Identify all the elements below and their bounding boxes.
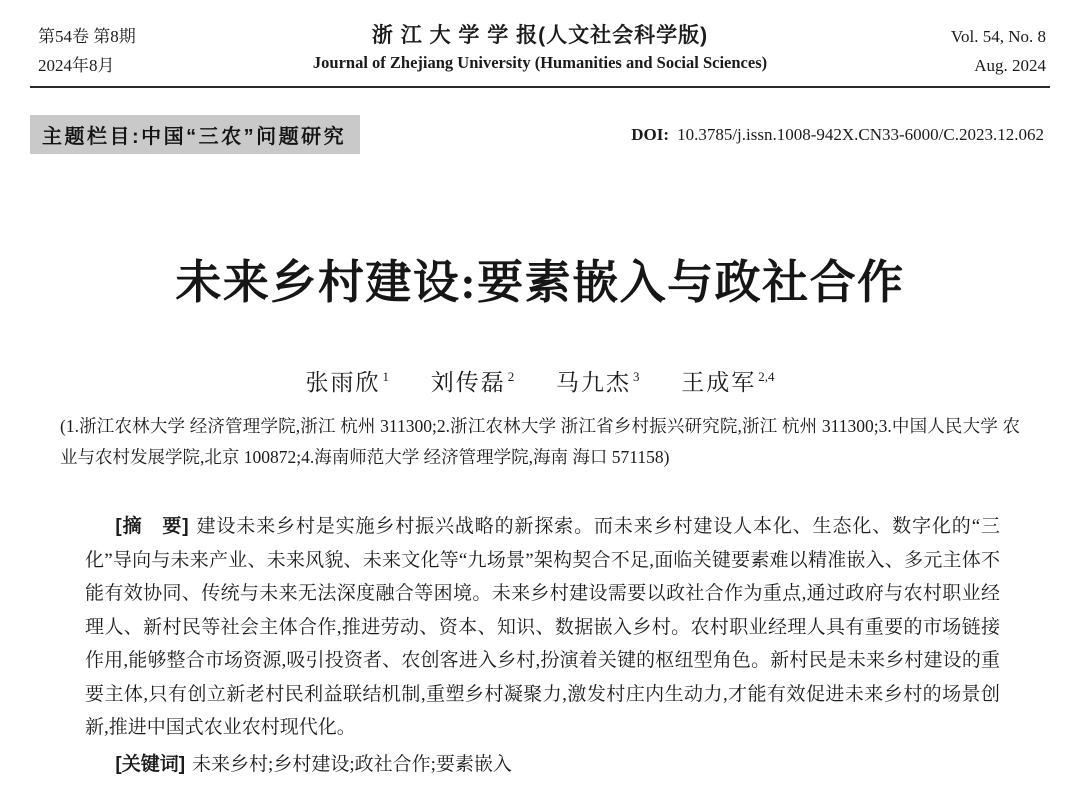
- author-name: 张雨欣: [305, 370, 381, 395]
- author-affil-sup: 2: [507, 369, 515, 385]
- journal-masthead: [30, 22, 1050, 80]
- issue-info: [30, 22, 200, 80]
- journal-title-block: [200, 22, 880, 76]
- abstract-label: [摘 要]: [115, 516, 189, 537]
- volume-info-en: [880, 22, 1050, 80]
- author: [431, 370, 515, 395]
- abstract-paragraph: [85, 510, 1000, 745]
- keywords-text: 未来乡村;乡村建设;政社合作;要素嵌入: [192, 753, 512, 775]
- keywords-line: [85, 748, 1000, 782]
- volume-issue: 第54卷 第8期: [38, 27, 136, 46]
- abstract-text: 建设未来乡村是实施乡村振兴战略的新探索。而未来乡村建设人本化、生态化、数字化的“三化”导向与未来产业、未来风貌、未来文化等“九场景”架构契合不足,面临关键要素难以精准嵌入、多元主体不能有效协同、传统与未来无法深度融合等困境。未来乡村建设需要以政社合作为重点,通过政府与农村职业经理人、新村民等社会主体合作,推进劳动、资本、知识、数据嵌入乡村。农村职业经理人具有重要的市场链接作用,能够整合市场资源,吸引投资者、农创客进入乡村,扮演着关键的枢纽型角色。新村民是未来乡村建设的重要主体,只有创立新老村民利益联结机制,重塑乡村凝聚力,激发村庄内生动力,才能有效促进未来乡村的场景创新,推进中国式农业农村现代化。: [85, 516, 1001, 738]
- article-title: 未来乡村建设:要素嵌入与政社合作: [175, 257, 905, 308]
- author-affiliations: (1.浙江农林大学 经济管理学院,浙江 杭州 311300;2.浙江农林大学 浙江省乡村振兴研究院,浙江 杭州 311300;3.中国人民大学 农业与农村发展学院,北京 100872;4.海南师范大学 经济管理学院,海南 海口 571158): [60, 416, 1020, 467]
- doi-line: [631, 125, 1050, 145]
- journal-title-en: Journal of Zhejiang University (Humanities and Social Sciences): [312, 53, 768, 72]
- journal-title-cn: 浙 江 大 学 学 报(人文社会科学版): [371, 24, 709, 47]
- doi-value: 10.3785/j.issn.1008-942X.CN33-6000/C.2023.12.062: [677, 124, 1044, 144]
- volume-number-en: Vol. 54, No. 8: [950, 27, 1046, 46]
- issue-date-en: Aug. 2024: [974, 56, 1046, 75]
- author-name: 王成军: [681, 370, 757, 395]
- banner-row: [30, 115, 1050, 154]
- author: [306, 370, 390, 395]
- authors-row: [30, 364, 1050, 397]
- topic-column-banner: 主题栏目:中国“三农”问题研究: [30, 115, 360, 154]
- author-affil-sup: 2,4: [758, 369, 775, 385]
- author: [681, 370, 774, 395]
- author-affil-sup: 3: [633, 369, 640, 385]
- author-name: 马九杰: [556, 370, 631, 395]
- keywords-label: [关键词]: [115, 753, 186, 775]
- header-divider: [30, 86, 1050, 88]
- author-affil-sup: 1: [382, 369, 389, 385]
- author-name: 刘传磊: [430, 370, 506, 395]
- doi-label: DOI:: [631, 124, 670, 144]
- author: [556, 370, 640, 395]
- issue-date-cn: 2024年8月: [38, 56, 115, 75]
